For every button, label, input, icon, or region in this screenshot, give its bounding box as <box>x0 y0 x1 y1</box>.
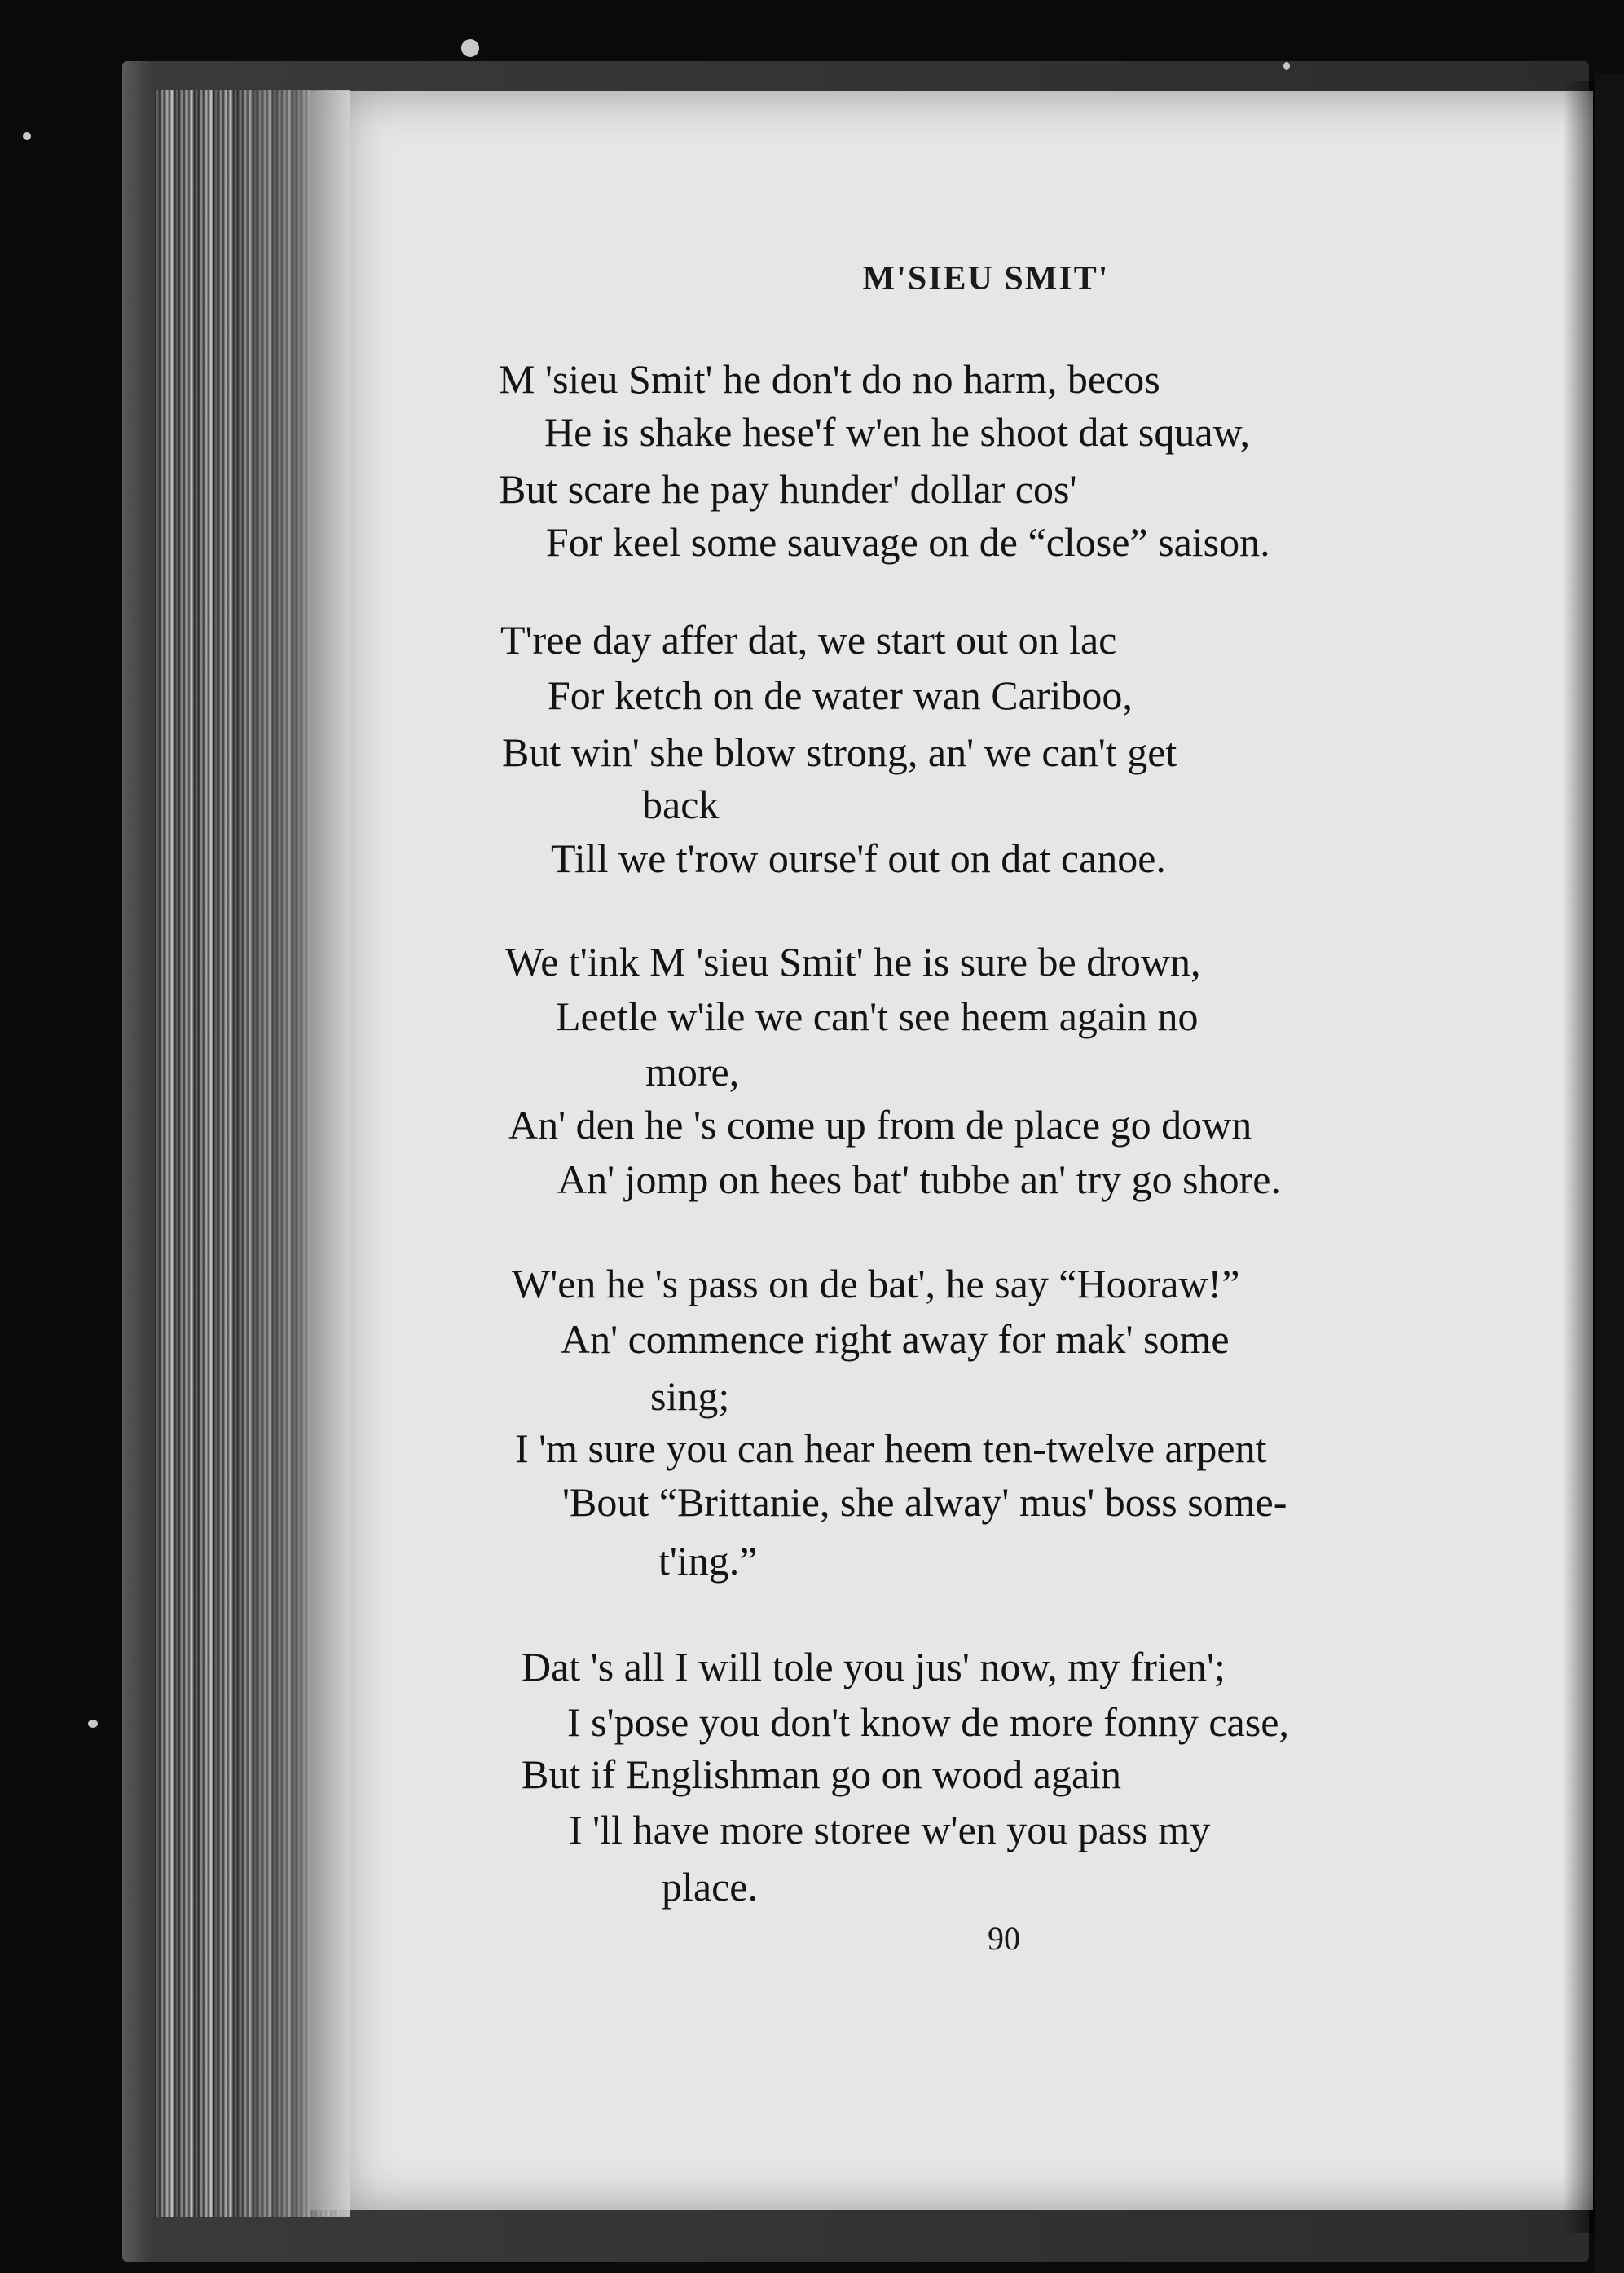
poem-line: sing; <box>650 1373 730 1419</box>
poem-line: I 'll have more storee w'en you pass my <box>569 1807 1211 1852</box>
poem-line: For ketch on de water wan Cariboo, <box>548 672 1133 718</box>
poem-line: 'Bout “Brittanie, she alway' mus' boss some- <box>562 1479 1287 1525</box>
page-gutter-shadow <box>236 90 350 2217</box>
poem-line: But scare he pay hunder' dollar cos' <box>499 466 1077 512</box>
poem-line: I 'm sure you can hear heem ten-twelve arpent <box>515 1425 1267 1471</box>
poem-line: place. <box>662 1864 758 1910</box>
page-title: M'SIEU SMIT' <box>862 260 1110 297</box>
poem-line: An' jomp on hees bat' tubbe an' try go shore. <box>557 1156 1281 1202</box>
poem-line: An' den he 's come up from de place go down <box>508 1102 1252 1148</box>
page-number: 90 <box>988 1920 1020 1957</box>
dust-speck <box>1283 62 1290 70</box>
poem-line: Dat 's all I will tole you jus' now, my frien'; <box>522 1644 1226 1689</box>
poem-line: Leetle w'ile we can't see heem again no <box>556 993 1199 1039</box>
poem-line: M 'sieu Smit' he don't do no harm, becos <box>499 356 1160 402</box>
poem-line: An' commence right away for mak' some <box>561 1316 1230 1362</box>
poem-line: But if Englishman go on wood again <box>522 1751 1122 1797</box>
poem-line: But win' she blow strong, an' we can't get <box>502 729 1177 775</box>
poem-line: back <box>642 782 720 827</box>
poem-line: He is shake hese'f w'en he shoot dat squaw, <box>544 409 1250 455</box>
poem-line: For keel some sauvage on de “close” saison. <box>546 519 1270 565</box>
dust-speck <box>461 39 479 57</box>
right-dark-strip <box>1595 73 1624 2273</box>
poem-line: We t'ink M 'sieu Smit' he is sure be drown, <box>505 939 1201 985</box>
poem-line: W'en he 's pass on de bat', he say “Hooraw!” <box>512 1261 1240 1306</box>
poem-line: Till we t'row ourse'f out on dat canoe. <box>551 835 1166 881</box>
poem-line: T'ree day affer dat, we start out on lac <box>500 617 1117 663</box>
dust-speck <box>23 132 31 140</box>
poem-line: t'ing.” <box>658 1538 758 1584</box>
poem-line: I s'pose you don't know de more fonny case, <box>567 1699 1289 1745</box>
right-page-shadow <box>1563 81 1595 2233</box>
poem-line: more, <box>645 1049 740 1095</box>
dust-speck <box>88 1720 98 1728</box>
